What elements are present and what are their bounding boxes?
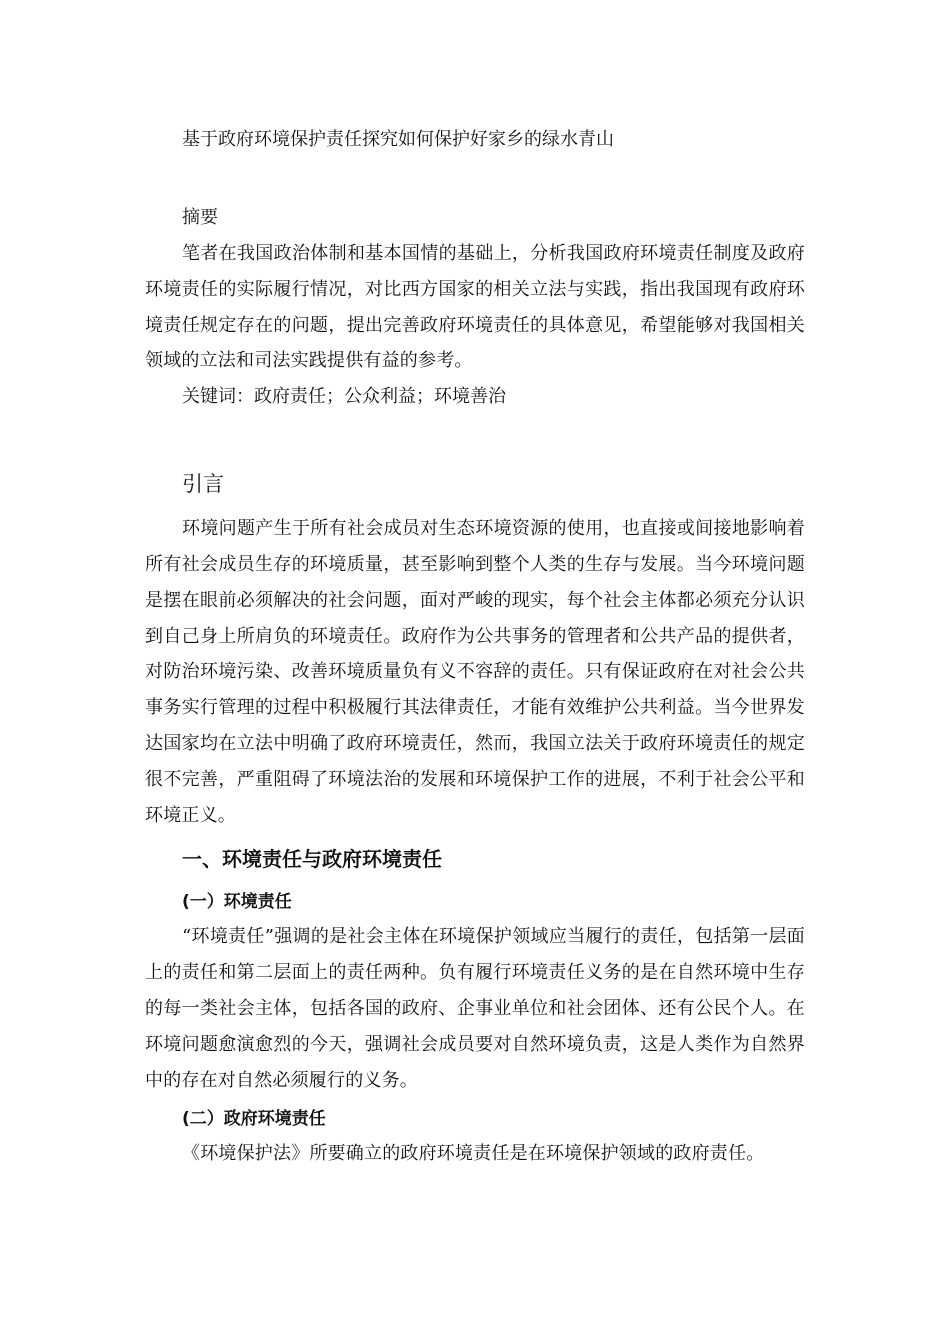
- section-paragraph-2: 《环境保护法》所要确立的政府环境责任是在环境保护领域的政府责任。: [182, 1143, 765, 1165]
- document-title: 基于政府环境保护责任探究如何保护好家乡的绿水青山: [182, 129, 614, 150]
- intro-paragraph: 环境问题产生于所有社会成员对生态环境资源的使用，也直接或间接地影响着所有社会成员生存的环境质量，甚至影响到整个人类的生存与发展。当今环境问题是摆在眼前必须解决的社会问题，面对严峻的现实，每个社会主体都必须充分认识到自己身上所肩负的环境责任。政府作为公共事务的管理者和公共产品的提供者，对防治环境污染、改善环境质量负有义不容辞的责任。只有保证政府在对社会公共事务实行管理的过程中积极履行其法律责任，才能有效维护公共利益。当今世界发达国家均在立法中明确了政府环境责任，然而，我国立法关于政府环境责任的规定很不完善，严重阻碍了环境法治的发展和环境保护工作的进展，不利于社会公平和环境正义。: [145, 518, 805, 826]
- abstract-heading: 摘要: [182, 207, 218, 228]
- keywords-line: 关键词：政府责任；公众利益；环境善治: [182, 386, 506, 408]
- section-heading-2: (二）政府环境责任: [182, 1109, 326, 1130]
- chapter-heading-1: 一、环境责任与政府环境责任: [182, 847, 442, 872]
- intro-heading: 引言: [182, 472, 224, 497]
- section-heading-1: (一）环境责任: [182, 892, 292, 913]
- document-page: [145, 122, 805, 1172]
- abstract-paragraph: 笔者在我国政治体制和基本国情的基础上，分析我国政府环境责任制度及政府环境责任的实际履行情况，对比西方国家的相关立法与实践，指出我国现有政府环境责任规定存在的问题，提出完善政府环境责任的具体意见，希望能够对我国相关领域的立法和司法实践提供有益的参考。: [145, 243, 805, 372]
- section-paragraph-1: “环境责任”强调的是社会主体在环境保护领域应当履行的责任，包括第一层面上的责任和第二层面上的责任两种。负有履行环境责任义务的是在自然环境中生存的每一类社会主体，包括各国的政府、企事业单位和社会团体、还有公民个人。在环境问题愈演愈烈的今天，强调社会成员要对自然环境负责，这是人类作为自然界中的存在对自然必须履行的义务。: [145, 926, 805, 1091]
